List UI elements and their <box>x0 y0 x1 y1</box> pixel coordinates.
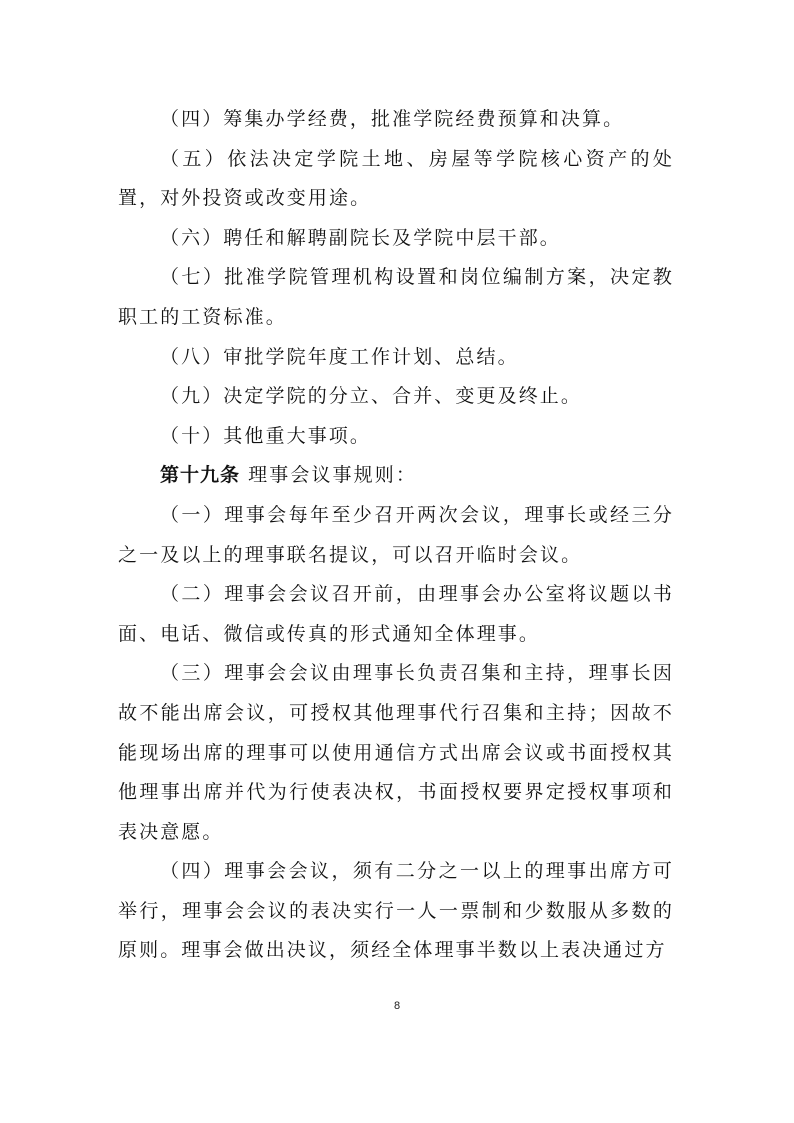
body-text <box>118 100 674 971</box>
paragraph-8: （八）审批学院年度工作计划、总结。 <box>160 345 519 368</box>
rule-3: （三）理事会会议由理事长负责召集和主持，理事长因故不能出席会议，可授权其他理事代行召集和主持；因故不能现场出席的理事可以使用通信方式出席会议或书面授权其他理事出席并代为行使表决权，书面授权要界定授权事项和表决意愿。 <box>118 662 674 843</box>
rule-4: （四）理事会会议，须有二分之一以上的理事出席方可举行，理事会会议的表决实行一人一票制和少数服从多数的原则。理事会做出决议，须经全体理事半数以上表决通过方 <box>118 860 674 962</box>
rule-1: （一）理事会每年至少召开两次会议，理事长或经三分之一及以上的理事联名提议，可以召开临时会议。 <box>118 503 674 566</box>
rule-2: （二）理事会会议召开前，由理事会办公室将议题以书面、电话、微信或传真的形式通知全体理事。 <box>118 583 674 645</box>
article-19-heading <box>118 456 674 496</box>
paragraph-6: （六）聘任和解聘副院长及学院中层干部。 <box>160 226 561 249</box>
paragraph-10: （十）其他重大事项。 <box>160 424 372 447</box>
article-number: 第十九条 <box>160 464 241 487</box>
article-title: 理事会议事规则： <box>248 464 417 487</box>
paragraph-9: （九）决定学院的分立、合并、变更及终止。 <box>160 385 583 408</box>
paragraph-5: （五）依法决定学院土地、房屋等学院核心资产的处置，对外投资或改变用途。 <box>118 147 674 210</box>
paragraph-4: （四）筹集办学经费，批准学院经费预算和决算。 <box>160 108 625 130</box>
paragraph-7: （七）批准学院管理机构设置和岗位编制方案，决定教职工的工资标准。 <box>118 266 674 328</box>
page-number: 8 <box>393 1000 401 1012</box>
